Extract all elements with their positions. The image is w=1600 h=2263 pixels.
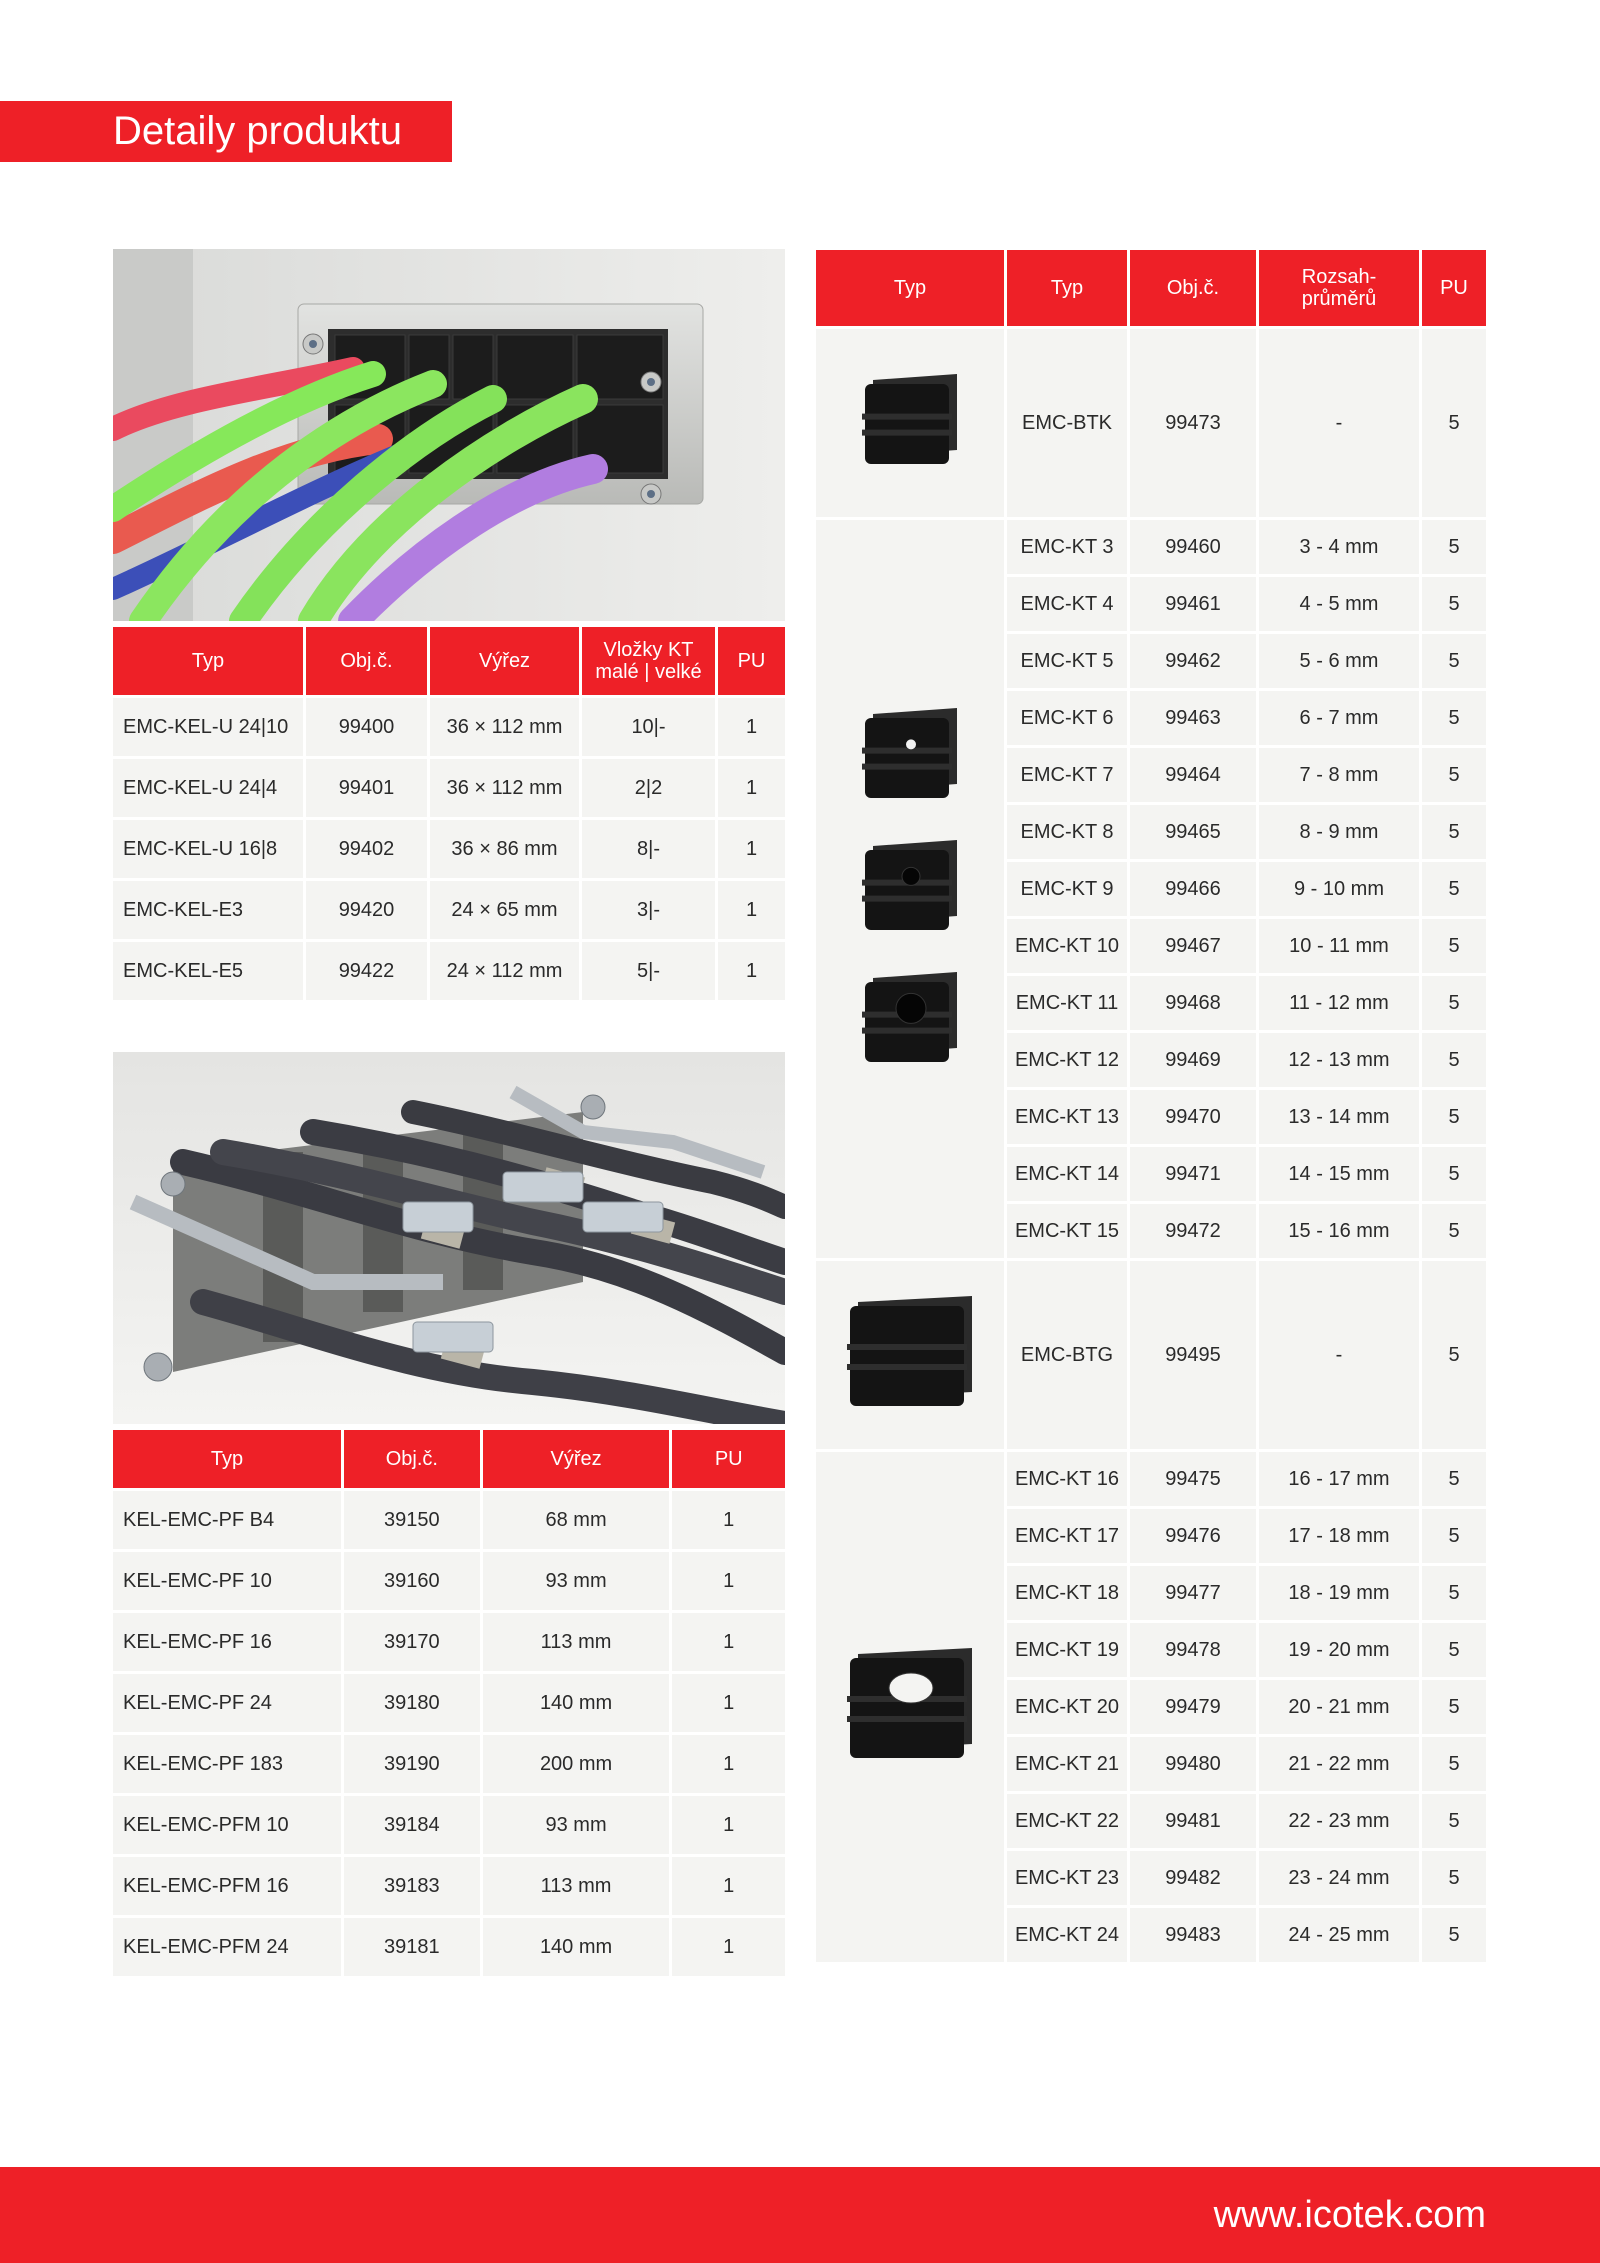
- cell-obj-c: 99476: [1130, 1509, 1256, 1563]
- table-row: [113, 820, 785, 878]
- cell-pu: 1: [672, 1552, 785, 1610]
- table-header-row: [113, 627, 785, 695]
- grommet-image-large: [816, 1452, 1004, 1962]
- cell-obj-c: 39184: [344, 1796, 480, 1854]
- cell-vyrez: 140 mm: [483, 1674, 670, 1732]
- column-header-obj-c: Obj.č.: [344, 1430, 480, 1488]
- column-header-pu: PU: [1422, 250, 1486, 326]
- cell-pu: 1: [718, 820, 785, 878]
- cell-pu: 5: [1422, 976, 1486, 1030]
- cell-pu: 1: [672, 1796, 785, 1854]
- cell-typ: EMC-KEL-E3: [113, 881, 303, 939]
- cell-diameter-range: 3 - 4 mm: [1259, 520, 1419, 574]
- cell-typ: EMC-KEL-E5: [113, 942, 303, 1000]
- cell-pu: 5: [1422, 1509, 1486, 1563]
- cell-pu: 5: [1422, 1147, 1486, 1201]
- cell-obj-c: 99473: [1130, 329, 1256, 517]
- cell-pu: 5: [1422, 1851, 1486, 1905]
- cell-diameter-range: 14 - 15 mm: [1259, 1147, 1419, 1201]
- column-header-typ: Typ: [113, 627, 303, 695]
- table-row: [113, 698, 785, 756]
- cell-pu: 1: [672, 1735, 785, 1793]
- cell-diameter-range: 4 - 5 mm: [1259, 577, 1419, 631]
- page-title: Detaily produktu: [113, 109, 403, 153]
- cell-vyrez: 24 × 65 mm: [430, 881, 579, 939]
- cell-typ: EMC-KT 17: [1007, 1509, 1127, 1563]
- pf-table: [110, 1427, 788, 1979]
- cell-obj-c: 99472: [1130, 1204, 1256, 1258]
- cell-obj-c: 99460: [1130, 520, 1256, 574]
- cell-obj-c: 99463: [1130, 691, 1256, 745]
- cell-pu: 5: [1422, 1452, 1486, 1506]
- cell-pu: 5: [1422, 805, 1486, 859]
- cell-pu: 5: [1422, 1794, 1486, 1848]
- cell-obj-c: 39160: [344, 1552, 480, 1610]
- table-header-row: [816, 250, 1486, 326]
- cell-pu: 5: [1422, 1623, 1486, 1677]
- cell-obj-c: 99495: [1130, 1261, 1256, 1449]
- cell-diameter-range: 22 - 23 mm: [1259, 1794, 1419, 1848]
- cell-typ: KEL-EMC-PF 24: [113, 1674, 341, 1732]
- cell-pu: 1: [672, 1918, 785, 1976]
- cell-vyrez: 200 mm: [483, 1735, 670, 1793]
- grommet-image-small: [816, 520, 1004, 1258]
- cell-diameter-range: 9 - 10 mm: [1259, 862, 1419, 916]
- cell-pu: 1: [718, 759, 785, 817]
- column-header-image-typ: Typ: [816, 250, 1004, 326]
- column-header-line: malé | velké: [595, 661, 702, 683]
- cell-typ: EMC-KT 15: [1007, 1204, 1127, 1258]
- cell-vyrez: 24 × 112 mm: [430, 942, 579, 1000]
- cell-obj-c: 99470: [1130, 1090, 1256, 1144]
- cell-obj-c: 99480: [1130, 1737, 1256, 1791]
- footer-website-link[interactable]: www.icotek.com: [1213, 2194, 1486, 2236]
- cell-typ: EMC-KT 12: [1007, 1033, 1127, 1087]
- cell-vyrez: 113 mm: [483, 1613, 670, 1671]
- table-row: [113, 1857, 785, 1915]
- cell-obj-c: 99462: [1130, 634, 1256, 688]
- table-row: [816, 329, 1486, 517]
- cell-obj-c: 39170: [344, 1613, 480, 1671]
- cell-obj-c: 99401: [306, 759, 427, 817]
- cell-pu: 5: [1422, 691, 1486, 745]
- cell-typ: EMC-KT 22: [1007, 1794, 1127, 1848]
- cell-typ: EMC-KT 10: [1007, 919, 1127, 973]
- cell-typ: EMC-BTK: [1007, 329, 1127, 517]
- cell-vyrez: 140 mm: [483, 1918, 670, 1976]
- table-row: [113, 942, 785, 1000]
- cell-obj-c: 99467: [1130, 919, 1256, 973]
- cell-typ: EMC-KT 9: [1007, 862, 1127, 916]
- column-header-typ: Typ: [1007, 250, 1127, 326]
- cell-typ: EMC-KT 21: [1007, 1737, 1127, 1791]
- cell-typ: KEL-EMC-PFM 16: [113, 1857, 341, 1915]
- cell-vyrez: 68 mm: [483, 1491, 670, 1549]
- cell-vyrez: 36 × 112 mm: [430, 759, 579, 817]
- grommet-image-btk: [816, 329, 1004, 517]
- table-row: [816, 1452, 1486, 1506]
- cell-diameter-range: 11 - 12 mm: [1259, 976, 1419, 1030]
- cell-pu: 5: [1422, 1261, 1486, 1449]
- cell-pu: 5: [1422, 1090, 1486, 1144]
- table-row: [113, 759, 785, 817]
- cell-pu: 5: [1422, 577, 1486, 631]
- cell-pu: 5: [1422, 919, 1486, 973]
- cell-typ: KEL-EMC-PF 16: [113, 1613, 341, 1671]
- cell-vlozky-kt: 8|-: [582, 820, 715, 878]
- cell-vlozky-kt: 5|-: [582, 942, 715, 1000]
- cell-obj-c: 99478: [1130, 1623, 1256, 1677]
- cell-typ: EMC-KT 8: [1007, 805, 1127, 859]
- shield-clamp-photo: [113, 1052, 785, 1424]
- cell-pu: 5: [1422, 329, 1486, 517]
- cell-diameter-range: 19 - 20 mm: [1259, 1623, 1419, 1677]
- table-row: [113, 1674, 785, 1732]
- cell-vlozky-kt: 2|2: [582, 759, 715, 817]
- cell-diameter-range: 16 - 17 mm: [1259, 1452, 1419, 1506]
- cell-diameter-range: 17 - 18 mm: [1259, 1509, 1419, 1563]
- cell-typ: EMC-KT 3: [1007, 520, 1127, 574]
- cell-pu: 1: [718, 942, 785, 1000]
- cell-vlozky-kt: 3|-: [582, 881, 715, 939]
- cell-obj-c: 39150: [344, 1491, 480, 1549]
- cell-pu: 1: [672, 1674, 785, 1732]
- cell-pu: 5: [1422, 1566, 1486, 1620]
- cell-pu: 5: [1422, 862, 1486, 916]
- cell-typ: EMC-KT 20: [1007, 1680, 1127, 1734]
- cell-pu: 1: [672, 1857, 785, 1915]
- column-header-line: průměrů: [1301, 288, 1377, 310]
- cell-typ: EMC-KT 23: [1007, 1851, 1127, 1905]
- cell-obj-c: 99468: [1130, 976, 1256, 1030]
- table-row: [816, 520, 1486, 574]
- cell-diameter-range: 5 - 6 mm: [1259, 634, 1419, 688]
- cell-obj-c: 99482: [1130, 1851, 1256, 1905]
- cell-obj-c: 99466: [1130, 862, 1256, 916]
- cell-pu: 5: [1422, 1680, 1486, 1734]
- column-header-line: Vložky KT: [603, 639, 694, 661]
- table-row: [113, 1796, 785, 1854]
- cell-obj-c: 99483: [1130, 1908, 1256, 1962]
- cell-typ: EMC-KT 7: [1007, 748, 1127, 802]
- cell-typ: EMC-KT 24: [1007, 1908, 1127, 1962]
- cell-obj-c: 99477: [1130, 1566, 1256, 1620]
- cell-pu: 1: [718, 698, 785, 756]
- cell-obj-c: 99464: [1130, 748, 1256, 802]
- cell-pu: 1: [718, 881, 785, 939]
- cell-typ: KEL-EMC-PF B4: [113, 1491, 341, 1549]
- cell-pu: 5: [1422, 1204, 1486, 1258]
- cell-obj-c: 99461: [1130, 577, 1256, 631]
- table-row: [113, 881, 785, 939]
- grommet-image-small-illustration: [822, 702, 998, 1076]
- cell-diameter-range: -: [1259, 1261, 1419, 1449]
- cell-pu: 5: [1422, 1033, 1486, 1087]
- column-header-obj-c: Obj.č.: [1130, 250, 1256, 326]
- cell-obj-c: 99400: [306, 698, 427, 756]
- table-row: [816, 1261, 1486, 1449]
- cell-obj-c: 99475: [1130, 1452, 1256, 1506]
- cell-diameter-range: 21 - 22 mm: [1259, 1737, 1419, 1791]
- cell-typ: EMC-KT 18: [1007, 1566, 1127, 1620]
- table-row: [113, 1552, 785, 1610]
- cell-diameter-range: 10 - 11 mm: [1259, 919, 1419, 973]
- column-header-vlozky-kt: [582, 627, 715, 695]
- cable-entry-frame-photo: [113, 249, 785, 621]
- cell-typ: EMC-KEL-U 16|8: [113, 820, 303, 878]
- cell-diameter-range: 23 - 24 mm: [1259, 1851, 1419, 1905]
- cell-typ: EMC-KT 5: [1007, 634, 1127, 688]
- column-header-vyrez: Výřez: [483, 1430, 670, 1488]
- cell-diameter-range: -: [1259, 329, 1419, 517]
- cell-pu: 1: [672, 1613, 785, 1671]
- column-header-typ: Typ: [113, 1430, 341, 1488]
- grommet-image-btg-illustration: [822, 1290, 998, 1420]
- cell-diameter-range: 20 - 21 mm: [1259, 1680, 1419, 1734]
- cell-obj-c: 99471: [1130, 1147, 1256, 1201]
- kel-table: [110, 624, 788, 1003]
- cell-typ: EMC-KT 19: [1007, 1623, 1127, 1677]
- cell-typ: EMC-KT 11: [1007, 976, 1127, 1030]
- cell-vyrez: 36 × 86 mm: [430, 820, 579, 878]
- cell-obj-c: 99465: [1130, 805, 1256, 859]
- cell-obj-c: 39181: [344, 1918, 480, 1976]
- column-header-vyrez: Výřez: [430, 627, 579, 695]
- cell-pu: 5: [1422, 1908, 1486, 1962]
- cell-vyrez: 93 mm: [483, 1552, 670, 1610]
- column-header-obj-c: Obj.č.: [306, 627, 427, 695]
- cell-obj-c: 99481: [1130, 1794, 1256, 1848]
- cell-obj-c: 99402: [306, 820, 427, 878]
- table-row: [113, 1735, 785, 1793]
- grommet-image-btk-illustration: [822, 368, 998, 478]
- column-header-pu: PU: [672, 1430, 785, 1488]
- cell-vyrez: 93 mm: [483, 1796, 670, 1854]
- cell-obj-c: 39183: [344, 1857, 480, 1915]
- cell-typ: KEL-EMC-PFM 24: [113, 1918, 341, 1976]
- cell-typ: EMC-KT 4: [1007, 577, 1127, 631]
- kt-table: [813, 247, 1489, 1965]
- table-row: [113, 1613, 785, 1671]
- cell-obj-c: 99420: [306, 881, 427, 939]
- cell-diameter-range: 18 - 19 mm: [1259, 1566, 1419, 1620]
- cell-diameter-range: 7 - 8 mm: [1259, 748, 1419, 802]
- cell-typ: EMC-KEL-U 24|10: [113, 698, 303, 756]
- cell-pu: 5: [1422, 520, 1486, 574]
- column-header-pu: PU: [718, 627, 785, 695]
- cell-obj-c: 99479: [1130, 1680, 1256, 1734]
- cell-typ: KEL-EMC-PFM 10: [113, 1796, 341, 1854]
- table-header-row: [113, 1430, 785, 1488]
- cell-diameter-range: 12 - 13 mm: [1259, 1033, 1419, 1087]
- cell-typ: EMC-KEL-U 24|4: [113, 759, 303, 817]
- cell-obj-c: 99422: [306, 942, 427, 1000]
- cell-vlozky-kt: 10|-: [582, 698, 715, 756]
- cell-vyrez: 36 × 112 mm: [430, 698, 579, 756]
- column-header-diameter-range: [1259, 250, 1419, 326]
- cell-vyrez: 113 mm: [483, 1857, 670, 1915]
- cell-typ: EMC-BTG: [1007, 1261, 1127, 1449]
- cell-pu: 5: [1422, 1737, 1486, 1791]
- table-row: [113, 1918, 785, 1976]
- table-row: [113, 1491, 785, 1549]
- cell-typ: EMC-KT 16: [1007, 1452, 1127, 1506]
- cell-obj-c: 99469: [1130, 1033, 1256, 1087]
- cell-typ: EMC-KT 13: [1007, 1090, 1127, 1144]
- cell-typ: EMC-KT 6: [1007, 691, 1127, 745]
- cell-obj-c: 39180: [344, 1674, 480, 1732]
- cell-pu: 5: [1422, 748, 1486, 802]
- cell-diameter-range: 6 - 7 mm: [1259, 691, 1419, 745]
- column-header-line: Rozsah-: [1301, 266, 1377, 288]
- cell-pu: 1: [672, 1491, 785, 1549]
- cell-diameter-range: 13 - 14 mm: [1259, 1090, 1419, 1144]
- cell-diameter-range: 8 - 9 mm: [1259, 805, 1419, 859]
- cell-diameter-range: 15 - 16 mm: [1259, 1204, 1419, 1258]
- cell-pu: 5: [1422, 634, 1486, 688]
- cell-diameter-range: 24 - 25 mm: [1259, 1908, 1419, 1962]
- cell-obj-c: 39190: [344, 1735, 480, 1793]
- cell-typ: KEL-EMC-PF 183: [113, 1735, 341, 1793]
- grommet-image-btg: [816, 1261, 1004, 1449]
- cell-typ: KEL-EMC-PF 10: [113, 1552, 341, 1610]
- cell-typ: EMC-KT 14: [1007, 1147, 1127, 1201]
- grommet-image-large-illustration: [822, 1642, 998, 1772]
